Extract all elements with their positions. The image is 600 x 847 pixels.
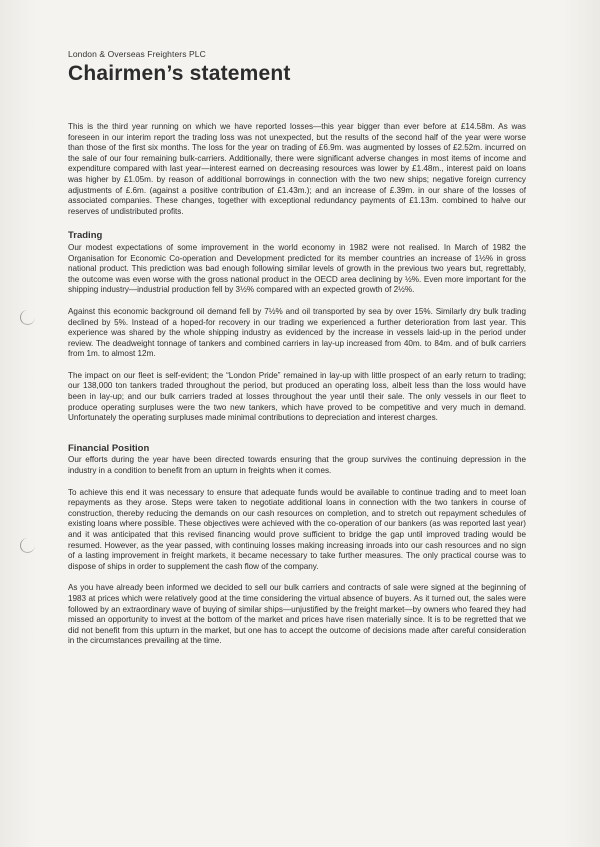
intro-paragraph: This is the third year running on which we have reported losses—this year bigger than ever before at £14.58m. As was foreseen in our interim report the trading loss was not unexpected, but the results of the second half of the year were worse than those of the first six months. The loss for the year on trading of £6.9m. was augmented by losses of £2.52m. incurred on the sale of our four remaining bulk-carriers. Additionally, there were significant adverse changes in most items of income and expenditure compared with last year—interest earned on decreasing resources was lower by £1.48m., interest paid on loans was higher by £1.05m. by reason of additional borrowings in connection with the two new ships; negative foreign currency adjustments of £.6m. (against a positive contribution of £1.43m.); and an increase of £.39m. in our share of the losses of associated companies. These changes, together with exceptional redundancy payments of £1.13m. combined to halve our reserves of undistributed profits. — [68, 122, 526, 216]
section-heading-financial-position: Financial Position — [68, 442, 150, 454]
trading-paragraph: The impact on our fleet is self-evident; the “London Pride” remained in lay-up with little prospect of an early return to trading; our 138,000 ton tankers traded throughout the period, but produced an operating loss, albeit less than the loss would have been in lay-up; and our bulk carriers traded at losses throughout the year until their sale. The only vessels in our fleet to produce operating surpluses were the two new tankers, which have proved to be competitive and very much in demand. Unfortunately the operating surpluses made minimal contributions to depreciation and interest charges. — [68, 370, 526, 423]
statement-body — [68, 122, 526, 658]
trading-paragraph: Our modest expectations of some improvement in the world economy in 1982 were not realised. In March of 1982 the Organisation for Economic Co-operation and Development predicted for its member countries an increase of 1½% in gross national product. This prediction was bad enough following similar levels of growth in the previous two years but, regrettably, the outcome was even worse with the gross national product in the OECD area declining by ½%. Even more important for the shipping industry—industrial production fell by 3½% compared with an expected growth of 2½%. — [68, 242, 526, 295]
company-name: London & Overseas Freighters PLC — [68, 49, 206, 59]
punch-hole-mark — [20, 538, 35, 553]
section-heading-trading: Trading — [68, 230, 103, 242]
financial-paragraph: To achieve this end it was necessary to ensure that adequate funds would be available to continue trading and to meet loan repayments as they arose. Steps were taken to negotiate additional loans in connection with the two tankers in course of construction, thereby reducing the demands on our cash resources on completion, and to stretch out repayment schedules of existing loans where possible. These objectives were achieved with the co-operation of our bankers (as was reported last year) and it was anticipated that this revised financing would prove sufficient to bridge the gap until improved trading would be resumed. However, as the year passed, with continuing losses making increasing inroads into our cash resources and no sign of a lasting improvement in freight markets, it became necessary to take further measures. The only practical course was to dispose of ships in order to supplement the cash flow of the company. — [68, 487, 526, 571]
trading-paragraph: Against this economic background oil demand fell by 7½% and oil transported by sea by over 15%. Similarly dry bulk trading declined by 5%. Instead of a hoped-for recovery in our trading we experienced a further deterioration from last year. This experience was shared by the whole shipping industry as evidenced by the increase in vessels laid-up in the period under review. The deadweight tonnage of tankers and combined carriers in lay-up increased from 40m. to 84m. and of bulk carriers from 1m. to almost 12m. — [68, 306, 526, 359]
financial-paragraph: Our efforts during the year have been directed towards ensuring that the group survives the continuing depression in the industry in a condition to benefit from an upturn in freights when it comes. — [68, 455, 526, 476]
punch-hole-mark — [20, 310, 35, 325]
financial-paragraph: As you have already been informed we decided to sell our bulk carriers and contracts of sale were signed at the beginning of 1983 at prices which were relatively good at the time considering the virtual absence of buyers. As it turned out, the sales were followed by an extraordinary wave of buying of similar ships—unjustified by the freight market—by owners who feared they had missed an opportunity to invest at the bottom of the market and prices have risen materially since. It is to be regretted that we did not benefit from this upturn in the market, but one has to accept the outcome of decisions made after careful consideration in the circumstances prevailing at the time. — [68, 583, 526, 646]
page-title: Chairmen’s statement — [68, 62, 291, 85]
